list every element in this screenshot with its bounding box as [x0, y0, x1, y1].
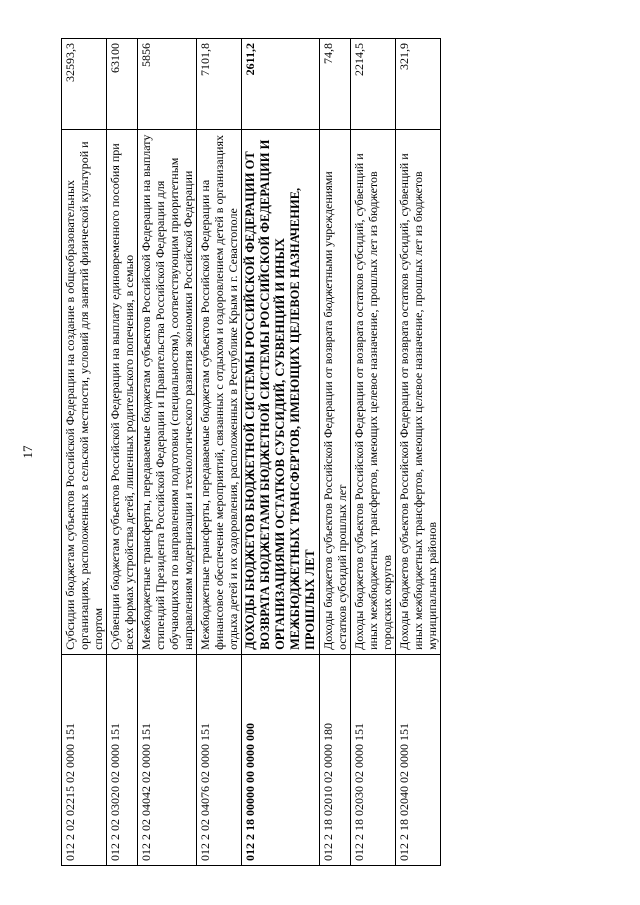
table-row: [351, 39, 396, 866]
amount-cell: 2214,5: [351, 39, 396, 130]
revenue-name-cell: Доходы бюджетов субъектов Российской Федерации от возврата бюджетными учреждениями остатков субсидий прошлых лет: [320, 129, 351, 654]
amount-cell: 32593,3: [62, 39, 107, 130]
amount-cell: 5856: [138, 39, 197, 130]
revenue-name-cell: Субсидии бюджетам субъектов Российской Федерации на создание в общеобразовательных организациях, расположенных в сельской местности, условий для занятий физической культурой и спортом: [62, 129, 107, 654]
budget-code-cell: 012 2 18 02030 02 0000 151: [351, 654, 396, 865]
table-row: [396, 39, 441, 866]
budget-code-cell: 012 2 02 03020 02 0000 151: [107, 654, 138, 865]
budget-code-cell: 012 2 18 02010 02 0000 180: [320, 654, 351, 865]
table-row: [242, 39, 320, 866]
table-row: [320, 39, 351, 866]
amount-cell: 63100: [107, 39, 138, 130]
table-row: [197, 39, 242, 866]
page-number: 17: [20, 445, 35, 459]
table-row: [107, 39, 138, 866]
table-row: [138, 39, 197, 866]
budget-code-cell: 012 2 02 04042 02 0000 151: [138, 654, 197, 865]
table-body: [62, 39, 441, 866]
amount-cell: 7101,8: [197, 39, 242, 130]
revenue-name-cell: Межбюджетные трансферты, передаваемые бюджетам субъектов Российской Федерации на финансовое обеспечение мероприятий, связанных с отдыхом и оздоровлением детей в организациях отдыха детей и их оздоровления, расположенных в Республике Крым и г. Севастополе: [197, 129, 242, 654]
amount-cell: 74,8: [320, 39, 351, 130]
revenue-name-cell: ДОХОДЫ БЮДЖЕТОВ БЮДЖЕТНОЙ СИСТЕМЫ РОССИЙСКОЙ ФЕДЕРАЦИИ ОТ ВОЗВРАТА БЮДЖЕТАМИ БЮДЖЕТНОЙ СИСТЕМЫ РОССИЙСКОЙ ФЕДЕРАЦИИ И ОРГАНИЗАЦИЯМИ ОСТАТКОВ СУБСИДИЙ, СУБВЕНЦИЙ И ИНЫХ МЕЖБЮДЖЕТНЫХ ТРАНСФЕРТОВ, ИМЕЮЩИХ ЦЕЛЕВОЕ НАЗНАЧЕНИЕ, ПРОШЛЫХ ЛЕТ: [242, 129, 320, 654]
budget-code-cell: 012 2 02 02215 02 0000 151: [62, 654, 107, 865]
amount-cell: 2611,2: [242, 39, 320, 130]
budget-revenue-table: [61, 38, 441, 866]
budget-code-cell: 012 2 02 04076 02 0000 151: [197, 654, 242, 865]
revenue-name-cell: Доходы бюджетов субъектов Российской Федерации от возврата остатков субсидий, субвенций и иных межбюджетных трансфертов, имеющих целевое назначение, прошлых лет из бюджетов муниципальных районов: [396, 129, 441, 654]
revenue-name-cell: Межбюджетные трансферты, передаваемые бюджетам субъектов Российской Федерации на выплату стипендий Президента Российской Федерации и Правительства Российской Федерации для обучающихся по направлениям подготовки (специальностям), соответствующим приоритетным направлениям модернизации и технологического развития экономики Российской Федерации: [138, 129, 197, 654]
table-row: [62, 39, 107, 866]
budget-code-cell: 012 2 18 02040 02 0000 151: [396, 654, 441, 865]
budget-code-cell: 012 2 18 00000 00 0000 000: [242, 654, 320, 865]
amount-cell: 321,9: [396, 39, 441, 130]
rotated-table-container: [61, 38, 615, 866]
revenue-name-cell: Субвенции бюджетам субъектов Российской Федерации на выплату единовременного пособия при всех формах устройства детей, лишенных родительского попечения, в семью: [107, 129, 138, 654]
revenue-name-cell: Доходы бюджетов субъектов Российской Федерации от возврата остатков субсидий, субвенций и иных межбюджетных трансфертов, имеющих целевое назначение, прошлых лет из бюджетов городских округов: [351, 129, 396, 654]
